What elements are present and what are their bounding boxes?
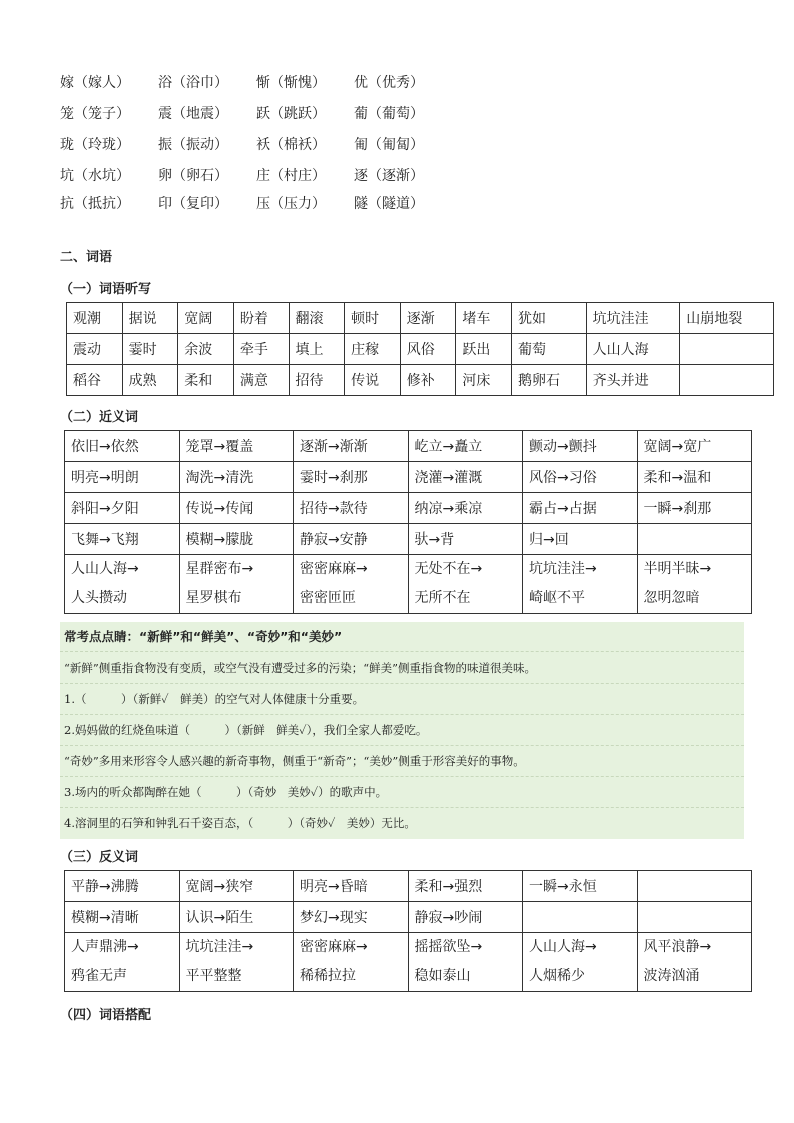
table-row <box>65 933 752 992</box>
table-cell <box>65 933 180 992</box>
cell-line: 稳如泰山 <box>414 968 471 984</box>
table-cell: 修补 <box>400 365 456 396</box>
table-cell <box>408 555 523 614</box>
table-cell <box>680 334 774 365</box>
table-cell: 堵车 <box>456 303 512 334</box>
cell-line: 人声鼎沸→ <box>71 939 139 955</box>
table-cell: 宽阔→宽广 <box>637 431 752 462</box>
table-cell: 明亮→明朗 <box>65 462 180 493</box>
cell-line: 半明半昧→ <box>643 561 712 577</box>
char-word: 震（地震） <box>158 105 228 122</box>
antonyms-title: （三）反义词 <box>60 850 139 865</box>
table-cell: 跃出 <box>456 334 512 365</box>
table-cell: 霎时→刹那 <box>294 462 409 493</box>
table-cell: 犹如 <box>512 303 587 334</box>
table-cell: 梦幻→现实 <box>294 902 409 933</box>
cell-line: 平平整整 <box>185 968 242 984</box>
antonyms-table <box>64 870 752 992</box>
table-cell: 浇灌→灌溉 <box>408 462 523 493</box>
char-word: 笼（笼子） <box>60 105 130 122</box>
table-cell: 震动 <box>67 334 123 365</box>
cell-line: 鸦雀无声 <box>71 968 127 984</box>
table-row <box>65 871 752 902</box>
table-cell: 归→回 <box>523 524 638 555</box>
table-cell <box>637 902 752 933</box>
table-cell: 柔和→强烈 <box>408 871 523 902</box>
table-cell: 逐渐 <box>400 303 456 334</box>
cell-line: 星群密布→ <box>185 561 254 577</box>
cell-line: 波涛汹涌 <box>643 968 700 984</box>
table-cell: 颤动→颤抖 <box>523 431 638 462</box>
char-word: 振（振动） <box>158 136 228 153</box>
table-cell: 风俗→习俗 <box>523 462 638 493</box>
table-cell: 明亮→昏暗 <box>294 871 409 902</box>
char-word: 压（压力） <box>256 196 326 212</box>
table-cell: 飞舞→飞翔 <box>65 524 180 555</box>
table-cell: 淘洗→清洗 <box>179 462 294 493</box>
synonyms-table <box>64 430 752 614</box>
table-cell: 招待→款待 <box>294 493 409 524</box>
dictation-table <box>66 302 774 396</box>
char-word: 卵（卵石） <box>158 167 228 184</box>
char-row <box>60 97 452 128</box>
char-row <box>60 128 452 159</box>
cell-line: 密密麻麻→ <box>300 939 368 955</box>
table-cell: 余波 <box>178 334 234 365</box>
table-cell: 葡萄 <box>512 334 587 365</box>
cell-line: 风平浪静→ <box>643 939 712 955</box>
dictation-title: （一）词语听写 <box>60 282 152 297</box>
table-cell <box>523 933 638 992</box>
table-cell: 斜阳→夕阳 <box>65 493 180 524</box>
cell-line: 人烟稀少 <box>529 968 585 984</box>
table-cell: 一瞬→刹那 <box>637 493 752 524</box>
table-cell: 笼罩→覆盖 <box>179 431 294 462</box>
table-cell: 翻滚 <box>289 303 345 334</box>
table-cell: 顿时 <box>345 303 401 334</box>
table-cell: 稻谷 <box>67 365 123 396</box>
tip-line: 4.溶洞里的石笋和钟乳石千姿百态，（ ）（奇妙✓ 美妙）无比。 <box>64 816 416 830</box>
table-row <box>67 334 774 365</box>
cell-line: 无所不在 <box>414 590 471 606</box>
cell-line: 忽明忽暗 <box>643 590 700 606</box>
table-cell <box>294 555 409 614</box>
char-word: 葡（葡萄） <box>354 105 424 122</box>
char-word: 逐（逐渐） <box>354 167 424 184</box>
table-cell: 认识→陌生 <box>179 902 294 933</box>
section-title: 二、词语 <box>60 250 113 265</box>
tip-box <box>60 622 744 839</box>
table-row <box>65 462 752 493</box>
char-word: 袄（棉袄） <box>256 136 326 153</box>
table-cell <box>637 871 752 902</box>
character-word-grid <box>60 66 452 216</box>
table-cell: 模糊→朦胧 <box>179 524 294 555</box>
table-cell: 柔和 <box>178 365 234 396</box>
cell-line: 稀稀拉拉 <box>300 968 356 984</box>
table-cell <box>65 555 180 614</box>
char-row <box>60 190 452 216</box>
char-word: 抗（抵抗） <box>60 196 130 212</box>
cell-line: 人山人海→ <box>529 939 597 955</box>
table-cell: 填上 <box>289 334 345 365</box>
cell-line: 崎岖不平 <box>529 590 585 606</box>
table-cell <box>408 933 523 992</box>
cell-line: 人山人海→ <box>71 561 139 577</box>
table-cell: 鹅卵石 <box>512 365 587 396</box>
table-cell <box>680 365 774 396</box>
table-cell <box>637 555 752 614</box>
synonyms-title: （二）近义词 <box>60 410 139 425</box>
table-cell: 坑坑洼洼 <box>586 303 680 334</box>
cell-line: 人头攒动 <box>71 590 127 606</box>
table-cell: 屹立→矗立 <box>408 431 523 462</box>
char-word: 嫁（嫁人） <box>60 74 130 91</box>
collocation-title: （四）词语搭配 <box>60 1008 152 1023</box>
table-cell: 山崩地裂 <box>680 303 774 334</box>
tip-title: 常考点点睛：“新鲜”和“鲜美”、“奇妙”和“美妙” <box>64 629 343 644</box>
char-word: 庄（村庄） <box>256 167 326 184</box>
table-cell: 庄稼 <box>345 334 401 365</box>
tip-line: “奇妙”多用来形容令人感兴趣的新奇事物，侧重于“新奇”；“美妙”侧重于形容美好的事物。 <box>64 754 525 768</box>
table-cell: 驮→背 <box>408 524 523 555</box>
table-row <box>67 303 774 334</box>
table-cell <box>637 524 752 555</box>
table-row <box>65 555 752 614</box>
table-row <box>65 493 752 524</box>
table-cell <box>294 933 409 992</box>
table-cell: 模糊→清晰 <box>65 902 180 933</box>
table-cell: 招待 <box>289 365 345 396</box>
cell-line: 密密匝匝 <box>300 590 356 606</box>
table-row <box>65 524 752 555</box>
char-word: 浴（浴巾） <box>158 74 228 91</box>
char-word: 优（优秀） <box>354 74 424 91</box>
table-cell: 传说→传闻 <box>179 493 294 524</box>
table-cell: 牵手 <box>233 334 289 365</box>
tip-line: 2.妈妈做的红烧鱼味道（ ）（新鲜 鲜美✓），我们全家人都爱吃。 <box>64 723 428 737</box>
tip-line: 1.（ ）（新鲜✓ 鲜美）的空气对人体健康十分重要。 <box>64 692 365 706</box>
char-word: 珑（玲珑） <box>60 136 130 153</box>
table-cell: 霸占→占据 <box>523 493 638 524</box>
table-cell: 平静→沸腾 <box>65 871 180 902</box>
cell-line: 无处不在→ <box>414 561 483 577</box>
char-row <box>60 159 452 190</box>
table-cell: 宽阔 <box>178 303 234 334</box>
table-cell <box>523 555 638 614</box>
table-cell <box>179 933 294 992</box>
table-cell <box>179 555 294 614</box>
table-cell: 观潮 <box>67 303 123 334</box>
char-word: 跃（跳跃） <box>256 105 326 122</box>
char-word: 惭（惭愧） <box>256 74 326 91</box>
table-cell: 静寂→吵闹 <box>408 902 523 933</box>
char-word: 隧（隧道） <box>354 196 424 212</box>
table-cell: 依旧→依然 <box>65 431 180 462</box>
table-cell: 逐渐→渐渐 <box>294 431 409 462</box>
table-row <box>67 365 774 396</box>
cell-line: 摇摇欲坠→ <box>414 939 483 955</box>
table-cell: 静寂→安静 <box>294 524 409 555</box>
char-word: 坑（水坑） <box>60 167 130 184</box>
char-row <box>60 66 452 97</box>
table-cell: 风俗 <box>400 334 456 365</box>
table-cell: 纳凉→乘凉 <box>408 493 523 524</box>
cell-line: 坑坑洼洼→ <box>529 561 597 577</box>
table-cell: 成熟 <box>122 365 178 396</box>
table-cell: 霎时 <box>122 334 178 365</box>
table-cell: 河床 <box>456 365 512 396</box>
table-cell: 一瞬→永恒 <box>523 871 638 902</box>
cell-line: 密密麻麻→ <box>300 561 368 577</box>
tip-line: 3.场内的听众都陶醉在她（ ）（奇妙 美妙✓）的歌声中。 <box>64 785 388 799</box>
cell-line: 坑坑洼洼→ <box>185 939 254 955</box>
table-cell: 满意 <box>233 365 289 396</box>
table-cell: 柔和→温和 <box>637 462 752 493</box>
table-cell <box>637 933 752 992</box>
table-cell: 人山人海 <box>586 334 680 365</box>
table-cell: 齐头并进 <box>586 365 680 396</box>
char-word: 印（复印） <box>158 196 228 212</box>
tip-line: “新鲜”侧重指食物没有变质，或空气没有遭受过多的污染；“鲜美”侧重指食物的味道很美味。 <box>64 661 537 675</box>
table-cell: 传说 <box>345 365 401 396</box>
table-cell: 据说 <box>122 303 178 334</box>
table-row <box>65 431 752 462</box>
char-word: 匍（匍匐） <box>354 136 424 153</box>
cell-line: 星罗棋布 <box>185 590 242 606</box>
table-cell: 盼着 <box>233 303 289 334</box>
table-row <box>65 902 752 933</box>
table-cell <box>523 902 638 933</box>
table-cell: 宽阔→狭窄 <box>179 871 294 902</box>
